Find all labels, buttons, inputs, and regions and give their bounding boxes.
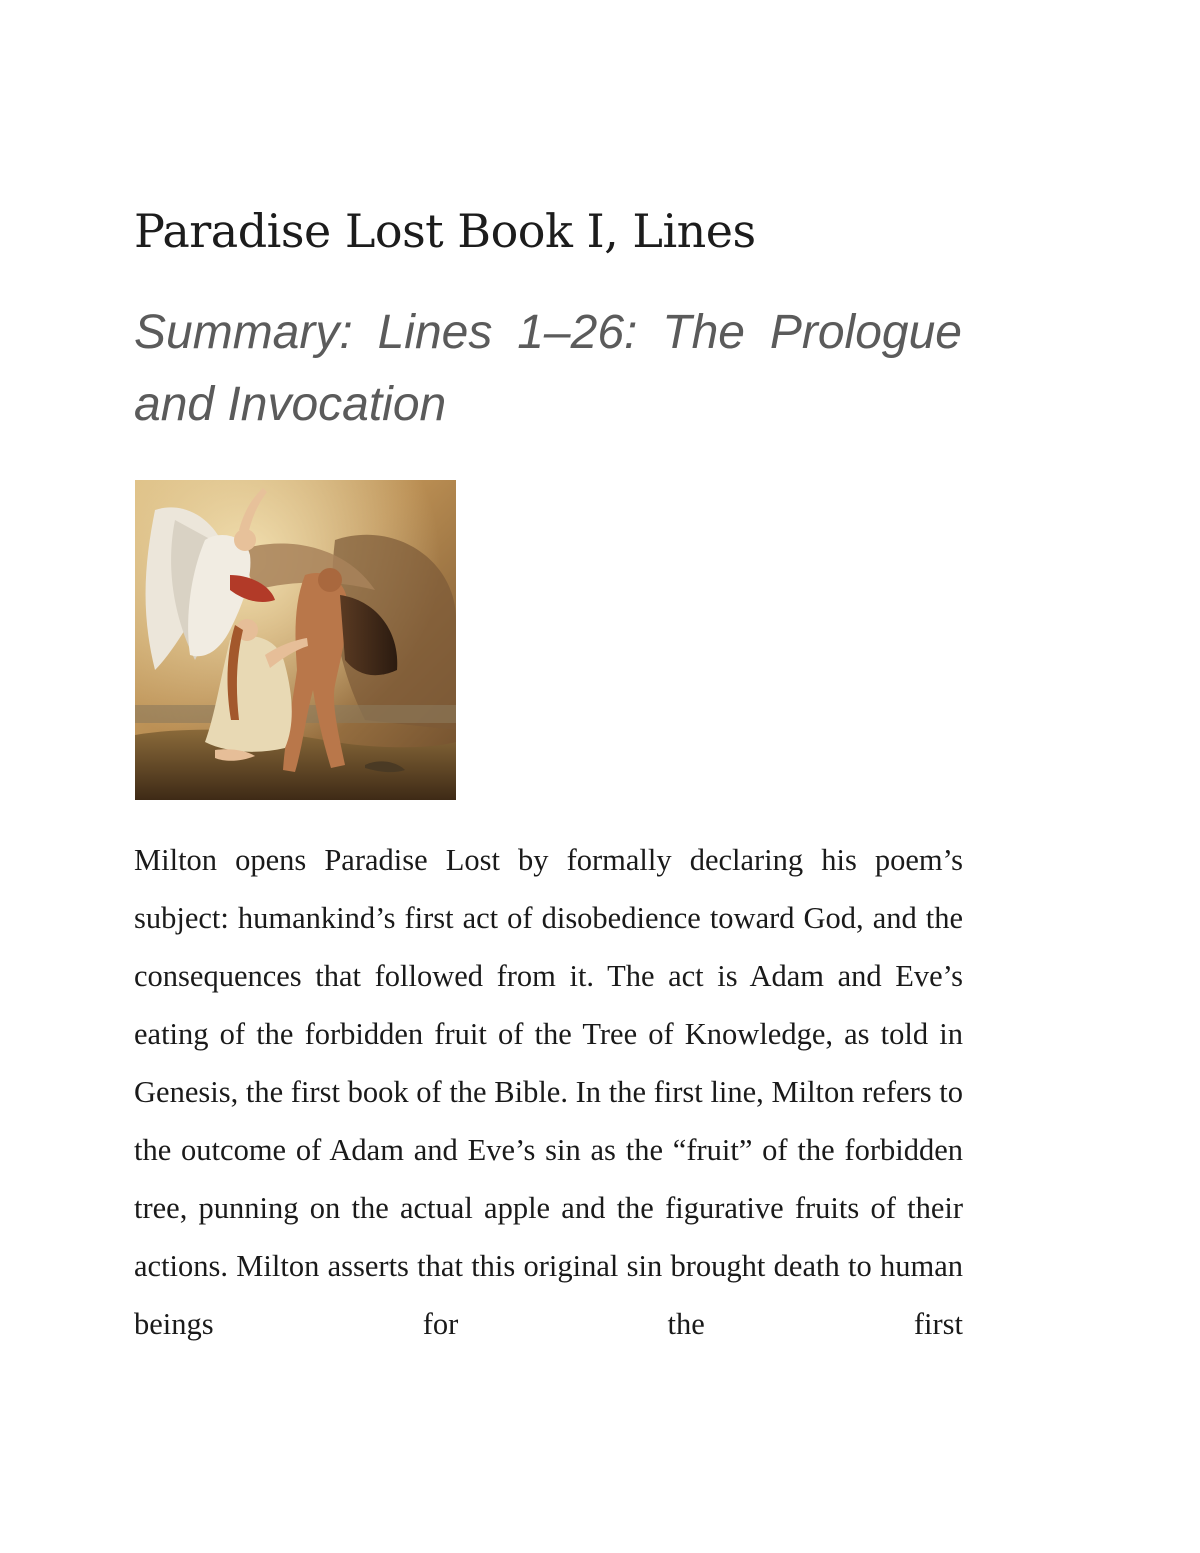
- page-title: Paradise Lost Book I, Lines: [134, 204, 756, 258]
- painting-image: [135, 480, 456, 800]
- summary-paragraph: Milton opens Paradise Lost by formally declaring his poem’s subject: humankind’s first act of disobedience toward God, and the consequences that followed from it. The act is Adam and Eve’s eating of the forbidden fruit of the Tree of Knowledge, as told in Genesis, the first book of the Bible. In the first line, Milton refers to the outcome of Adam and Eve’s sin as the “fruit” of the forbidden tree, punning on the actual apple and the figurative fruits of their actions. Milton asserts that this original sin brought death to human beings for the first: [134, 843, 963, 1341]
- expulsion-painting-icon: [135, 480, 456, 800]
- section-subtitle: Summary: Lines 1–26: The Prologue and Invocation: [134, 306, 962, 431]
